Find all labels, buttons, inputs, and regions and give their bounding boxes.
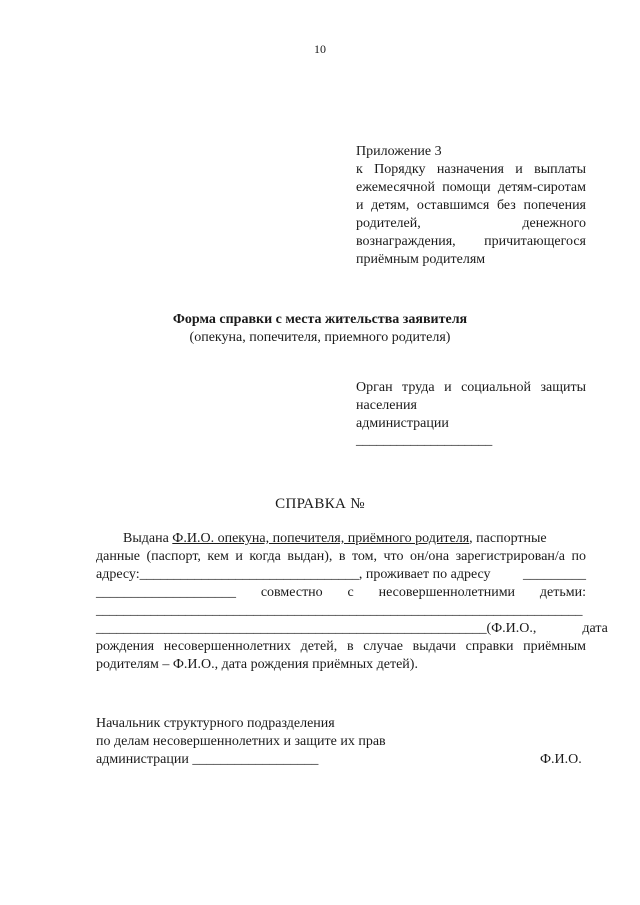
signature-line-2: по делам несовершеннолетних и защите их прав xyxy=(96,734,386,749)
body-line-4 xyxy=(96,584,586,602)
with-word: с xyxy=(347,585,354,600)
addressee-line-2: населения xyxy=(356,398,417,413)
body-line-7: рождения несовершеннолетних детей, в случае выдачи справки приёмным xyxy=(96,639,586,654)
children-list-blank-1: _______________________________________________________________________ xyxy=(96,603,583,618)
body-line-8: родителям – Ф.И.О., дата рождения приёмных детей). xyxy=(96,657,418,672)
form-subtitle: (опекуна, попечителя, приемного родителя) xyxy=(189,330,451,345)
children-word: детьми: xyxy=(539,585,586,600)
appendix-line-6: приёмным родителям xyxy=(356,252,486,267)
signature-line-1: Начальник структурного подразделения xyxy=(96,716,335,731)
residence-label: , проживает по адресу xyxy=(358,567,491,582)
administration-blank: __________________ xyxy=(192,752,319,767)
body-line-1 xyxy=(123,530,547,548)
appendix-line-2: ежемесячной помощи детям-сиротам xyxy=(356,180,586,195)
address-label: адресу: xyxy=(96,567,140,582)
signature-line-3 xyxy=(96,751,318,769)
registration-address-blank: ________________________________ xyxy=(139,567,359,582)
body-line-2: данные (паспорт, кем и когда выдан), в том, что он/она зарегистрирован/а по xyxy=(96,549,586,564)
appendix-line-3: и детям, оставшимся без попечения xyxy=(356,198,586,213)
residence-address-blank: _________ xyxy=(523,567,586,582)
jointly-word: совместно xyxy=(260,585,323,600)
addressee-line-3: администрации xyxy=(356,416,449,431)
form-title: Форма справки с места жительства заявителя xyxy=(172,312,468,327)
children-list-blank-2: _________________________________________________________ xyxy=(96,621,487,636)
addressee-blank: ____________________ xyxy=(356,433,493,448)
administration-label: администрации xyxy=(96,752,189,767)
appendix-heading: Приложение 3 xyxy=(356,144,442,159)
issued-to-label: Выдана xyxy=(123,531,169,546)
signatory-name: Ф.И.О. xyxy=(540,752,582,767)
date-note: дата xyxy=(582,621,608,636)
appendix-line-5: вознаграждения, причитающегося xyxy=(356,234,586,249)
appendix-line-4: родителей, денежного xyxy=(356,216,586,231)
residence-address-blank-cont: ____________________ xyxy=(96,585,236,600)
guardian-name-placeholder: Ф.И.О. опекуна, попечителя, приёмного родителя xyxy=(172,531,470,546)
body-line-6 xyxy=(96,620,608,638)
document-title: СПРАВКА № xyxy=(275,496,365,512)
minors-word: несовершеннолетними xyxy=(378,585,516,600)
fio-note: (Ф.И.О., xyxy=(486,621,537,636)
page-number: 10 xyxy=(314,42,326,56)
body-line-3 xyxy=(96,566,586,584)
addressee-line-1: Орган труда и социальной защиты xyxy=(356,380,586,395)
appendix-line-1: к Порядку назначения и выплаты xyxy=(356,162,586,177)
passport-label: , паспортные xyxy=(469,531,547,546)
